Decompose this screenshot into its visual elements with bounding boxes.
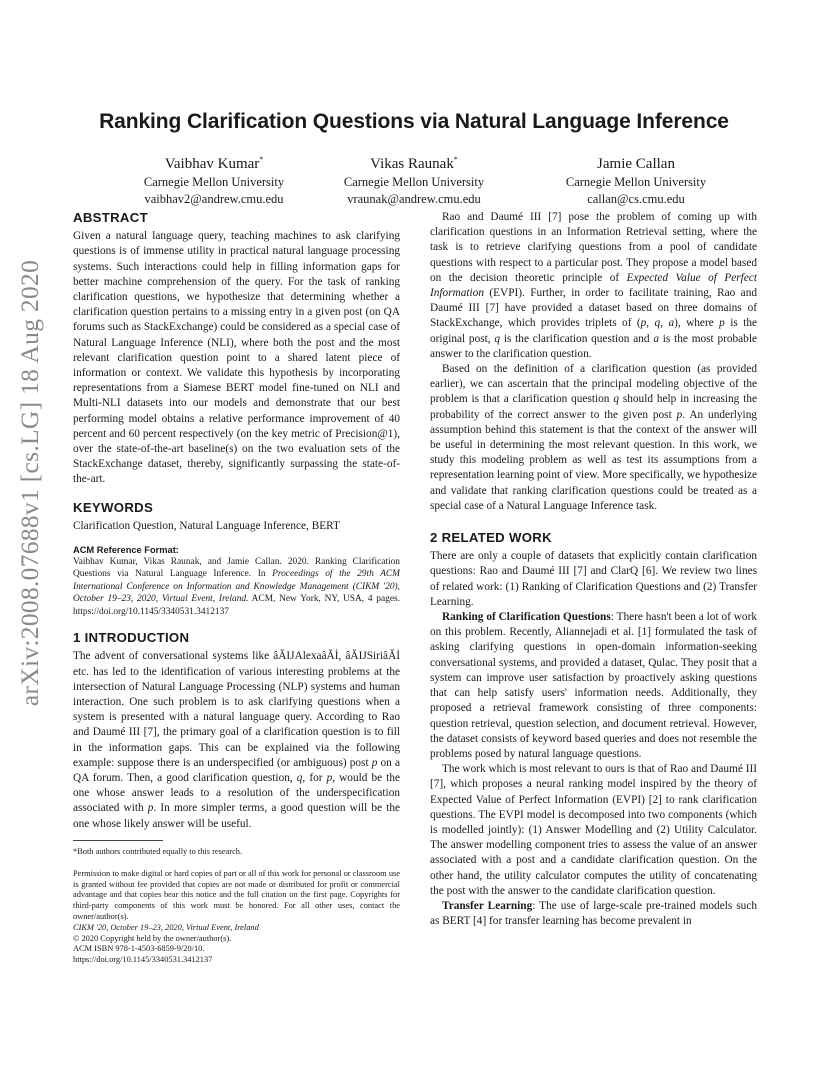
ranking-paragraph: Ranking of Clarification Questions: There hasn't been a lot of work on this problem. Recently, Aliannejadi et al. [1] formulated the task of asking clarifying questions in open-domain information-seeking conversational systems, and provided a dataset, Qulac. They posit that a system can improve user satisfaction by proactively asking questions that can help satisfy users' information needs. Additionally, they proposed a retrieval framework consisting of three components: question retrieval, question selection, and document retrieval. However, the dataset consists of keyword based queries and does not resemble the problems posed by natural language questions. [430, 611, 757, 760]
author-email: vaibhav2@andrew.cmu.edu [144, 192, 284, 206]
arxiv-side-stamp [10, 259, 50, 706]
isbn-line: ACM ISBN 978-1-4503-6859-9/20/10. [73, 944, 205, 954]
author-name: Vaibhav Kumar* [164, 155, 264, 172]
author-affiliation: Carnegie Mellon University [143, 175, 285, 189]
acm-reference-text: Vaibhav Kumar, Vikas Raunak, and Jamie Callan. 2020. Ranking Clarification Questions via Natural Language Inference. In Proceedings of the 29th ACM International Conference on Information and Knowledge Management (CIKM '20), October 19–23, 2020, Virtual Event, Ireland. ACM, New York, NY, USA, 4 pages. https://doi.org/10.1145/3340531.3412137 [73, 557, 400, 617]
paragraph: Rao and Daumé III [7] pose the problem of coming up with clarification questions in an Information Retrieval setting, where the task is to retrieve clarifying questions from a pool of candidate questions with respect to a particular post. They propose a model based on the decision theoretic principle of Expected Value of Perfect Information (EVPI). Further, in order to facilitate training, Rao and Daumé III [7] have provided a dataset based on three domains of StackExchange, which provides triplets of (p, q, a), where p is the original post, q is the clarification question and a is the most probable answer to the clarification question. [430, 211, 757, 360]
introduction-text: The advent of conversational systems like âĂIJAlexaâĂİ, âĂIJSiriâĂİ etc. has led to the identification of various interesting problems at the intersection of Natural Language Processing (NLP) systems and human interaction. One such problem is to ask clarifying questions when a system is presented with a natural language query. According to Rao and Daumé III [7], the primary goal of a clarification question is to fill in the information gaps. This can be explained via the following example: suppose there is an underspecified (or ambiguous) post p on a QA forum. Then, a good clarification question, q, for p, would be the one whose answer leads to a resolution of the underspecification associated with p. In more simpler terms, a good question will be the one whose likely answer will be useful. [73, 650, 400, 830]
acm-reference-heading: ACM Reference Format: [73, 545, 179, 556]
abstract-text: Given a natural language query, teaching machines to ask clarifying questions is of immense utility in practical natural language processing systems. Such interactions could help in filling information gaps for better machine comprehension of the query. For the task of ranking clarification questions, we hypothesize that determining whether a clarification question pertains to a missing entry in a given post (on QA forums such as StackExchange) could be considered as a special case of Natural Language Inference (NLI), where both the post and the most relevant clarification question point to a shared latent piece of information or context. We validate this hypothesis by incorporating representations from a Siamese BERT model fine-tuned on NLI and Multi-NLI datasets into our models and demonstrate that our best performing model obtains a relative performance improvement of 40 percent and 60 percent respectively (on the key metric of Precision@1), over the state-of-the-art baseline(s) on the two evaluation sets of the StackExchange dataset, thereby, significantly surpassing the state-of-the-art. [73, 230, 400, 486]
author-block [526, 150, 746, 208]
right-column [430, 210, 757, 929]
transfer-learning-paragraph: Transfer Learning: The use of large-scale pre-trained models such as BERT [4] for transfer learning has become prevalent in [430, 899, 757, 928]
paragraph: Based on the definition of a clarification question (as provided earlier), we can ascertain that the principal modeling objective of the problem is that a clarification question q should help in increasing the probability of the correct answer to the given post p. An underlying assumption behind this statement is that the context of the answer will be useful in determining the most relevant question. In this work, we study this modeling problem as well as test its assumptions from a representation learning point of view. More specifically, we hypothesize and validate that ranking clarification questions could be treated as a special case of a Natural Language Inference task. [430, 363, 757, 512]
keywords-heading: KEYWORDS [73, 499, 154, 515]
author-affiliation: Carnegie Mellon University [343, 175, 485, 189]
permission-notice: Permission to make digital or hard copies of part or all of this work for personal or classroom use is granted without fee provided that copies are not made or distributed for profit or commercial advantage and that copies bear this notice and the full citation on the first page. Copyrights for third-party components of this work must be honored. For all other uses, contact the owner/author(s). [73, 868, 400, 921]
related-work-intro: There are only a couple of datasets that explicitly contain clarification questions: Rao and Daumé III [7] and ClarQ [6]. We review two lines of related work: (1) Ranking of Clarification Questions and (2) Transfer Learning. [430, 550, 757, 608]
left-column [73, 210, 400, 966]
keywords-text: Clarification Question, Natural Language Inference, BERT [73, 519, 340, 532]
author-block [304, 150, 524, 208]
author-email: vraunak@andrew.cmu.edu [347, 192, 481, 206]
conference-line: CIKM '20, October 19–23, 2020, Virtual Event, Ireland [73, 922, 259, 932]
relevant-work-paragraph: The work which is most relevant to ours is that of Rao and Daumé III [7], which proposes a neural ranking model inspired by the theory of Expected Value of Perfect Information (EVPI) [2] to rank clarification questions. The EVPI model is decomposed into two components (which is modelled jointly): (1) Answer Modelling and (2) Utility Calculator. The answer modelling component tries to assess the value of an answer associated with a post and a candidate clarification question. On the other hand, the utility calculator computes the utility of concatenating the post with the answer to the candidate clarification question. [430, 763, 757, 897]
author-affiliation: Carnegie Mellon University [565, 175, 707, 189]
paper-title: Ranking Clarification Questions via Natural Language Inference [99, 110, 729, 133]
abstract-heading: ABSTRACT [73, 210, 148, 225]
author-name: Jamie Callan [597, 156, 675, 172]
author-block [104, 150, 324, 208]
copyright-line: © 2020 Copyright held by the owner/author(s). [73, 933, 232, 943]
arxiv-id: arXiv:2008.07688v1 [cs.LG] 18 Aug 2020 [15, 259, 44, 706]
footnote-rule [73, 840, 163, 841]
doi-link[interactable]: https://doi.org/10.1145/3340531.3412137 [73, 955, 213, 965]
author-email: callan@cs.cmu.edu [587, 192, 685, 206]
related-work-heading: 2 RELATED WORK [430, 530, 552, 546]
author-name: Vikas Raunak* [370, 155, 458, 172]
introduction-heading: 1 INTRODUCTION [73, 630, 190, 646]
footnote: *Both authors contributed equally to this research. [73, 846, 243, 856]
